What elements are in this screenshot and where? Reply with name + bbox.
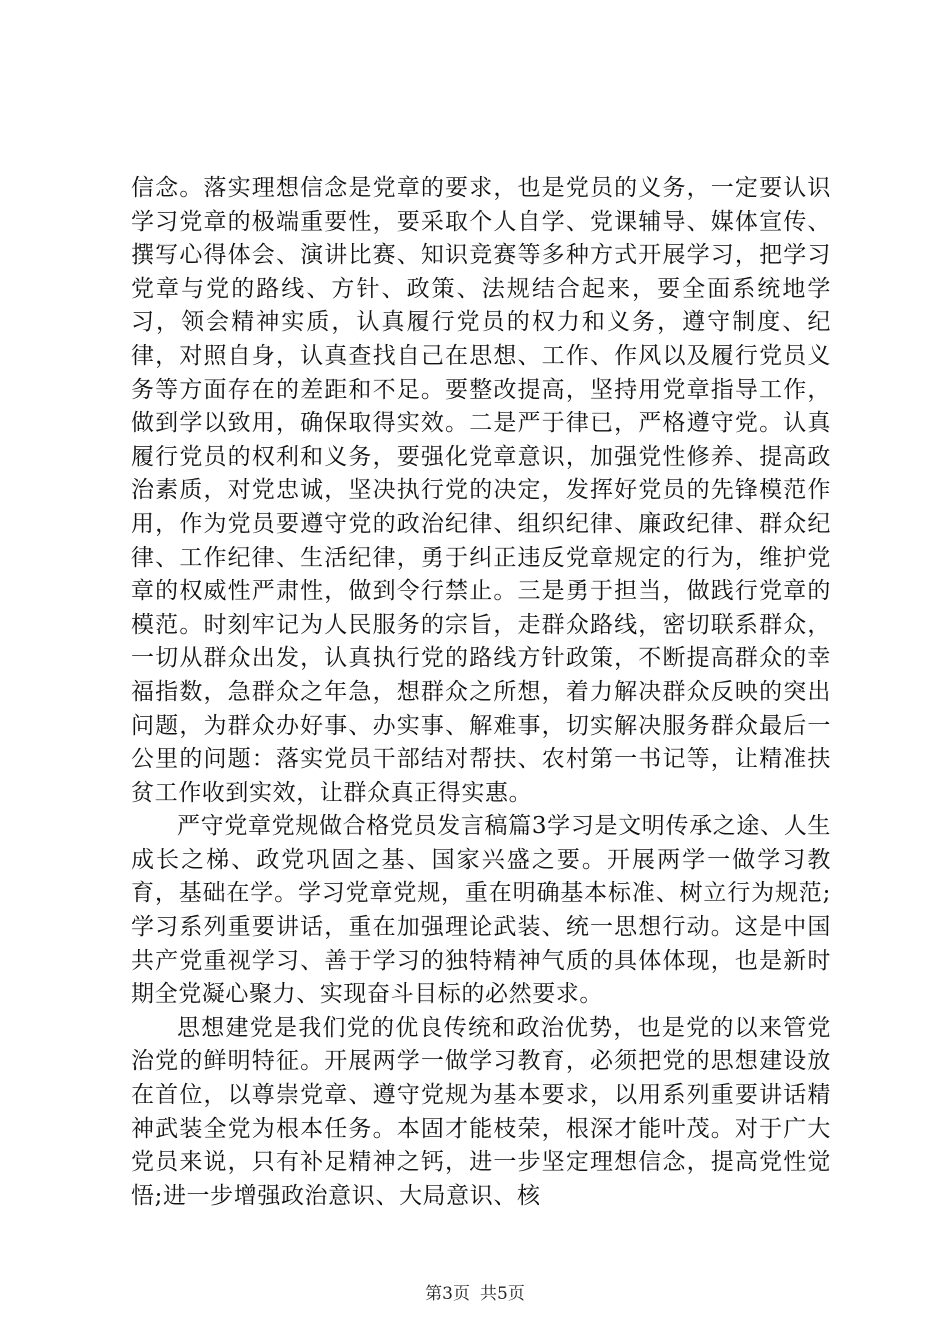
paragraph-speech-3: 严守党章党规做合格党员发言稿篇3学习是文明传承之途、人生成长之梯、政党巩固之基、国家兴盛之要。开展两学一做学习教育，基础在学。学习党章党规，重在明确基本标准、树立行为规范;学习系列重要讲话，重在加强理论武装、统一思想行动。这是中国共产党重视学习、善于学习的独特精神气质的具体体现，也是新时期全党凝心聚力、实现奋斗目标的必然要求。 [131, 813, 831, 1008]
page-number: 第3页 [425, 1284, 470, 1304]
paragraph-continuation: 信念。落实理想信念是党章的要求，也是党员的义务，一定要认识学习党章的极端重要性，要采取个人自学、党课辅导、媒体宣传、撰写心得体会、演讲比赛、知识竞赛等多种方式开展学习，把学习党章与党的路线、方针、政策、法规结合起来，要全面系统地学习，领会精神实质，认真履行党员的权力和义务，遵守制度、纪律，对照自身，认真查找自己在思想、工作、作风以及履行党员义务等方面存在的差距和不足。要整改提高，坚持用党章指导工作，做到学以致用，确保取得实效。二是严于律已，严格遵守党。认真履行党员的权利和义务，要强化党章意识，加强党性修养、提高政治素质，对党忠诚，坚决执行党的决定，发挥好党员的先锋模范作用，作为党员要遵守党的政治纪律、组织纪律、廉政纪律、群众纪律、工作纪律、生活纪律，勇于纠正违反党章规定的行为，维护党章的权威性严肃性，做到令行禁止。三是勇于担当，做践行党章的模范。时刻牢记为人民服务的宗旨，走群众路线，密切联系群众，一切从群众出发，认真执行党的路线方针政策，不断提高群众的幸福指数，急群众之年急，想群众之所想，着力解决群众反映的突出问题，为群众办好事、办实事、解难事，切实解决服务群众最后一公里的问题：落实党员干部结对帮扶、农村第一书记等，让精准扶贫工作收到实效，让群众真正得实惠。 [131, 175, 831, 806]
paragraph-ideological-party-building: 思想建党是我们党的优良传统和政治优势，也是党的以来管党治党的鲜明特征。开展两学一做学习教育，必须把党的思想建设放在首位，以尊崇党章、遵守党规为基本要求，以用系列重要讲话精神武装全党为根本任务。本固才能枝荣，根深才能叶茂。对于广大党员来说，只有补足精神之钙，进一步坚定理想信念，提高党性觉悟;进一步增强政治意识、大局意识、核 [131, 1014, 831, 1209]
page-footer [0, 1279, 950, 1304]
document-body [131, 172, 831, 1213]
page-total: 共5页 [480, 1284, 525, 1304]
